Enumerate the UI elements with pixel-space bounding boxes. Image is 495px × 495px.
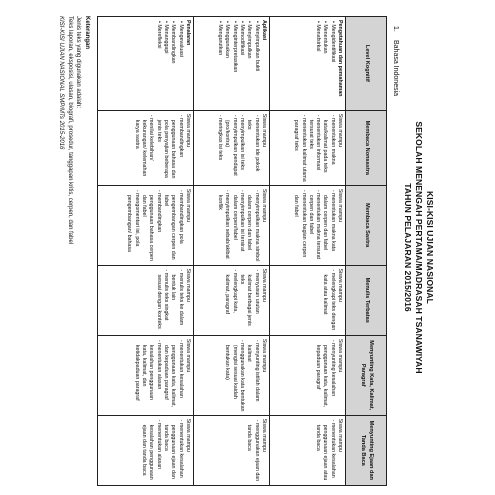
kisi-kisi-table xyxy=(97,16,387,486)
indicator-intro: Siswa mampu xyxy=(337,418,343,452)
indicator-item: - menentukan informasi tersurat teks xyxy=(307,114,322,182)
indicator-item: - melengkapi kata, kalimat, paragraf xyxy=(223,269,238,332)
indicator-item: - menentukan kesalahan penggunaan ejaan atau tanda baca xyxy=(314,419,336,482)
indicator-item: - menentukan makna kata/kalimat pada teks xyxy=(321,114,336,182)
indicator-cell xyxy=(269,110,345,185)
column-header: Menyunting Ejaan dan Tanda Baca xyxy=(346,415,387,485)
cognitive-level-item: • Merefleksi xyxy=(154,20,161,107)
cognitive-level-item: • Membandingkan xyxy=(169,20,176,107)
indicator-intro: Siswa mampu xyxy=(184,113,191,148)
cognitive-level-item: • Menafsirkal xyxy=(314,20,321,107)
indicator-intro: Siswa mampu xyxy=(260,188,267,223)
indicator-cell xyxy=(98,335,194,415)
indicator-item: - menggunakan kata bentukan (mengisi sesuai kaidah bentukan kata) xyxy=(223,339,245,412)
indicator-cell xyxy=(193,185,269,265)
indicator-intro: Siswa mampu xyxy=(337,188,343,223)
cognitive-level-cell xyxy=(269,17,345,111)
table-row xyxy=(193,17,269,486)
indicator-intro: Siswa mampu xyxy=(260,113,267,148)
table-header-row xyxy=(346,17,387,486)
column-header: Level Kognitif xyxy=(346,17,387,111)
table-row xyxy=(269,17,345,486)
indicator-cell xyxy=(98,110,194,185)
cognitive-level-item: • Menggunakan xyxy=(223,20,230,107)
document-title-line-1: KISI-KISI UJIAN NASIONAL xyxy=(425,191,435,304)
indicator-item: - membandingkan penggunaan bahasa cerpen dan fabel xyxy=(140,189,162,262)
indicator-item: - menyimpulkan sebab/akibat konflik xyxy=(216,189,231,262)
section-heading xyxy=(392,26,399,96)
indicator-item: - menyimpulkan makna simbol dalam cerpen dan fabel xyxy=(245,189,260,262)
column-header: Menyunting Kata, Kalimat, Paragraf xyxy=(346,335,387,415)
indicator-item: - menentukan alasan kesalahan penggunaan kata, kalimat, dan ketidakpaduan paragraf xyxy=(133,339,162,412)
column-header: Membaca Nonsastra xyxy=(346,110,387,185)
indicator-item: - menilai kelebihan/ kekurangan/ kelemahan karya sastra xyxy=(133,114,155,182)
document-title-line-3: TAHUN PELAJARAN 2015/2016 xyxy=(403,183,413,312)
notes-line: Teks laporan, eksposisi, ulasan, biografi, prosedur, tanggapan kritis, cerpen, dan fabel xyxy=(66,16,73,245)
indicator-intro: Siswa mampu xyxy=(337,113,343,148)
indicator-item: - menyimpulkan pendapat (pro/kontra) xyxy=(223,114,238,182)
indicator-cell xyxy=(98,185,194,265)
cognitive-level-title: Penalaran xyxy=(184,20,191,46)
indicator-item: - menentukan kesalahan penggunaan ejaan dan tanda baca xyxy=(162,419,184,482)
section-title: Bahasa Indonesia xyxy=(392,40,399,97)
indicator-cell xyxy=(193,335,269,415)
indicator-cell xyxy=(98,415,194,485)
table-row xyxy=(98,17,194,486)
indicator-cell xyxy=(193,415,269,485)
cognitive-level-item: • Mengidentifikasi xyxy=(328,20,335,107)
indicator-item: - menyimpulkan isi tersirat dalam cerpen/fabel xyxy=(230,189,245,262)
notes-line: Jenis teks yang digunakan adalah: xyxy=(75,16,82,109)
indicator-intro: Siswa mampu xyxy=(260,268,267,302)
indicator-item: - meringkas isi teks xyxy=(216,114,223,182)
indicator-item: - mengomentari isi, pola pengembangan/ bahasa xyxy=(125,189,140,262)
indicator-intro: Siswa mampu xyxy=(337,268,343,302)
cognitive-level-item: • Menentukan xyxy=(321,20,328,107)
cognitive-level-title: Pengetahuan dan pemahaman xyxy=(337,20,343,97)
indicator-cell xyxy=(193,265,269,335)
indicator-cell xyxy=(193,110,269,185)
indicator-item: - menyusun urutan kalimat berbagai jenis teks xyxy=(238,269,260,332)
indicator-item: - menentukan alasan kesalahan penggunaan ejaan dan tanda baca xyxy=(140,419,162,482)
cognitive-level-cell xyxy=(193,17,269,111)
indicator-cell xyxy=(98,265,194,335)
indicator-item: - menentukan makna kata dalam cerpen dan fabel xyxy=(321,189,336,262)
indicator-item: - membandingkan pola pengembangan cerpen dan fabel xyxy=(162,189,184,262)
indicator-item: - menulis teks singkat sesuai dengan konteks xyxy=(154,269,169,332)
cognitive-level-item: • Menginterpretasikan xyxy=(230,20,237,107)
cognitive-level-item: • Mengurutkan xyxy=(216,20,223,107)
cognitive-level-item: • Menyimpulkan bukti xyxy=(252,20,259,107)
indicator-item: - menentukan kalimat utama paragraf teks xyxy=(292,114,307,182)
notes xyxy=(56,16,91,486)
indicator-item: - menentukan makna tersurat cerpen dan fabel xyxy=(307,189,322,262)
column-header: Menulis Terbatas xyxy=(346,265,387,335)
document-title-line-2: SEKOLAH MENENGAH PERTAMA/MADRASAH TSANAWIYAH xyxy=(414,121,424,374)
cognitive-level-title: Aplikasi xyxy=(260,20,267,41)
cognitive-level-item: • Mengevaluasi xyxy=(176,20,183,107)
indicator-item: - menyunting kesalahan penggunaan kata, kalimat, kepaduan paragraf xyxy=(314,339,336,412)
indicator-intro: Siswa mampu xyxy=(184,418,191,452)
indicator-intro: Siswa mampu xyxy=(184,188,191,223)
document-footer: KISI-KISI UJIAN NASIONAL SMP/MTs 2015-2016 xyxy=(57,16,64,150)
indicator-item: - membandingkan penggunaan bahasa dan pola penyajian beberapa jenis teks xyxy=(154,114,183,182)
indicator-intro: Siswa mampu xyxy=(260,418,267,452)
indicator-intro: Siswa mampu xyxy=(337,338,343,373)
indicator-item: - menggunakan ejaan dan tanda baca xyxy=(245,419,260,482)
indicator-item: - menulis teks ke dalam bentuk lain xyxy=(169,269,184,332)
cognitive-level-item: • Menanggapi xyxy=(162,20,169,107)
indicator-intro: Siswa mampu xyxy=(184,268,191,302)
section-number: 1. xyxy=(392,26,399,32)
indicator-item: - menentukan kesalahan penggunaan kata, kalimat, dan kepaduan paragraf xyxy=(162,339,184,412)
indicator-cell xyxy=(269,265,345,335)
table-body xyxy=(98,17,346,486)
indicator-intro: Siswa mampu xyxy=(184,338,191,373)
indicator-item: - menyimpulkan isi teks xyxy=(238,114,245,182)
indicator-item: - menyunting istilah dalam kalimat xyxy=(245,339,260,412)
notes-heading: Keterangan xyxy=(84,16,90,50)
indicator-cell xyxy=(269,335,345,415)
indicator-item: - menentukan ide pokok teks xyxy=(245,114,260,182)
cognitive-level-cell xyxy=(98,17,194,111)
indicator-item: - menentukan bagian cerpen dan fabel xyxy=(292,189,307,262)
indicator-intro: Siswa mampu xyxy=(260,338,267,373)
indicator-item: - melengkapi teks dengan kata atau kalimat xyxy=(321,269,336,332)
indicator-cell xyxy=(269,185,345,265)
cognitive-level-item: • Menyimpulkan xyxy=(245,20,252,107)
cognitive-level-item: • Memodifikasi xyxy=(238,20,245,107)
column-header: Membaca Sastra xyxy=(346,185,387,265)
indicator-cell xyxy=(269,415,345,485)
